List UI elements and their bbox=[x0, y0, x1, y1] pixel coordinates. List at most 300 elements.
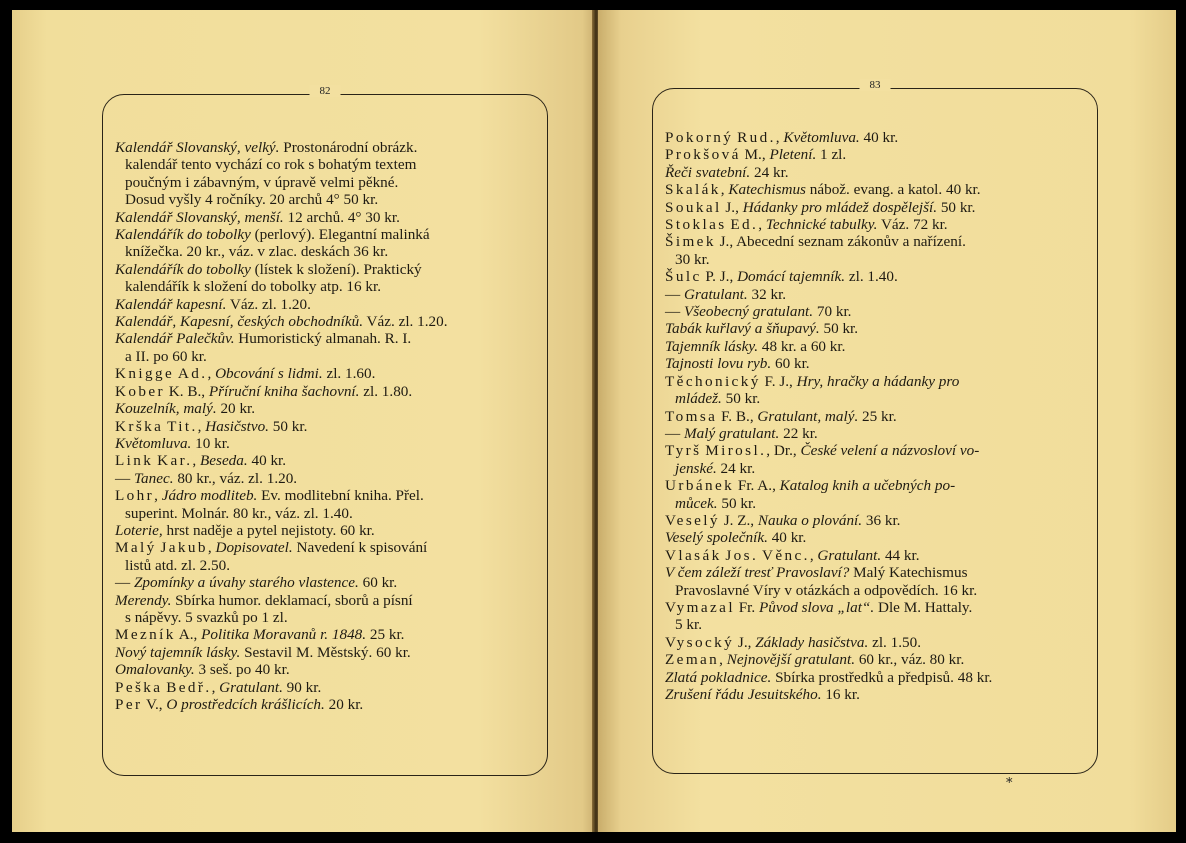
entry-author: Tit. bbox=[167, 417, 198, 435]
entry-text: kalendářík k složení do tobolky atp. 16 kr. bbox=[125, 278, 382, 296]
catalog-entry bbox=[115, 139, 537, 209]
entry-author: Stoklas bbox=[665, 216, 727, 234]
entry-text: 22 kr. bbox=[779, 424, 818, 442]
entry-line bbox=[115, 156, 537, 173]
entry-author: Mezník bbox=[115, 626, 176, 644]
entry-title: V čem záleží tresť Pravoslaví? bbox=[665, 564, 850, 582]
entry-text: , bbox=[758, 216, 766, 234]
entry-line bbox=[115, 470, 537, 487]
entry-text: P. J., bbox=[701, 268, 738, 286]
entry-author: Ed. bbox=[730, 216, 759, 234]
entry-text: 50 kr. bbox=[268, 417, 308, 435]
entry-title: Nauka o plování. bbox=[757, 511, 863, 529]
catalog-entry bbox=[665, 181, 1087, 198]
entry-line bbox=[115, 644, 537, 661]
entry-author: Věnc. bbox=[761, 546, 810, 564]
entry-title: Kalendářík do tobolky bbox=[115, 226, 251, 244]
entry-author: Krška bbox=[115, 417, 164, 435]
entry-title: Obcování s lidmi. bbox=[215, 365, 323, 383]
entry-text: , bbox=[211, 678, 220, 696]
entry-author: Kar. bbox=[157, 452, 193, 470]
entry-text: zl. 1.80. bbox=[359, 382, 413, 400]
entry-text: 60 kr., váz. 80 kr. bbox=[855, 651, 965, 669]
entry-author: Tyrš bbox=[665, 442, 702, 460]
entry-title: Tabák kuřlavý a šňupavý. bbox=[665, 320, 820, 338]
entry-text: Humoristický almanah. R. I. bbox=[234, 330, 412, 348]
catalog-entry bbox=[665, 634, 1087, 651]
catalog-entry bbox=[115, 661, 537, 678]
catalog-entry bbox=[665, 669, 1087, 686]
entry-line bbox=[115, 226, 537, 243]
catalog-entry bbox=[665, 651, 1087, 668]
catalog-entry bbox=[115, 574, 537, 591]
entry-title: Květomluva. bbox=[783, 129, 860, 146]
entry-line bbox=[665, 355, 1087, 372]
entry-author: Šimek bbox=[665, 233, 716, 251]
entry-line bbox=[115, 278, 537, 295]
entry-text: 1 zl. bbox=[816, 146, 847, 164]
footer-mark: * bbox=[1006, 776, 1013, 791]
entry-text: 20 kr. bbox=[324, 696, 364, 713]
entry-text: zl. 1.50. bbox=[868, 633, 922, 651]
entry-line bbox=[665, 390, 1087, 407]
entry-title: Původ slova „lat“. bbox=[759, 598, 875, 616]
left-page-frame bbox=[102, 85, 548, 776]
entry-title: Pletení. bbox=[769, 146, 817, 164]
entry-line bbox=[665, 129, 1087, 146]
entry-title: Gratulant. bbox=[817, 546, 882, 564]
entry-title: Gratulant. bbox=[683, 285, 748, 303]
entry-line bbox=[115, 330, 537, 347]
catalog-entry bbox=[115, 592, 537, 627]
entry-title: Loterie, bbox=[115, 521, 163, 539]
right-page-frame bbox=[652, 79, 1098, 774]
entry-author: Jos. bbox=[725, 546, 759, 564]
entry-text: 60 kr. bbox=[771, 355, 810, 373]
entry-author: Těchonický bbox=[665, 372, 761, 390]
catalog-entry bbox=[665, 303, 1087, 320]
entry-line bbox=[665, 338, 1087, 355]
entry-line bbox=[115, 418, 537, 435]
entry-line bbox=[115, 348, 537, 365]
entry-title: Kalendář, Kapesní, českých obchodníků. bbox=[115, 313, 364, 331]
entry-text: Sbírka prostředků a předpisů. 48 kr. bbox=[771, 668, 993, 686]
entry-text: , bbox=[809, 546, 818, 564]
entry-text: 5 kr. bbox=[675, 616, 703, 634]
entry-line bbox=[665, 181, 1087, 198]
entry-line bbox=[115, 296, 537, 313]
entry-text: A., bbox=[175, 626, 202, 644]
left-entry-list bbox=[115, 139, 537, 713]
entry-author: Zeman bbox=[665, 651, 720, 669]
entry-text: Dle M. Hattaly. bbox=[874, 598, 973, 616]
entry-text: 40 kr. bbox=[859, 129, 899, 146]
entry-text: — bbox=[115, 469, 134, 487]
entry-text: 50 kr. bbox=[721, 390, 761, 408]
entry-author: Mirosl. bbox=[705, 442, 767, 460]
catalog-entry bbox=[665, 599, 1087, 634]
entry-title: Jádro modliteb. bbox=[161, 487, 258, 505]
catalog-entry bbox=[665, 286, 1087, 303]
entry-title: Gratulant, malý. bbox=[757, 407, 859, 425]
catalog-entry bbox=[115, 226, 537, 261]
entry-text: , bbox=[207, 539, 216, 557]
entry-line bbox=[665, 564, 1087, 581]
entry-line bbox=[665, 616, 1087, 633]
entry-line bbox=[115, 609, 537, 626]
entry-author: Knigge bbox=[115, 365, 175, 383]
entry-text: , bbox=[719, 651, 727, 669]
entry-text: Fr. A., bbox=[734, 477, 780, 495]
catalog-entry bbox=[665, 338, 1087, 355]
entry-text: , Dr., bbox=[766, 442, 801, 460]
entry-line bbox=[665, 199, 1087, 216]
catalog-entry bbox=[115, 522, 537, 539]
entry-text: Dosud vyšly 4 ročníky. 20 archů 4° 50 kr. bbox=[125, 191, 379, 209]
entry-text: 40 kr. bbox=[767, 529, 807, 547]
entry-text: Váz. zl. 1.20. bbox=[363, 313, 448, 331]
entry-title: Nový tajemník lásky. bbox=[115, 643, 241, 661]
entry-line bbox=[665, 634, 1087, 651]
entry-line bbox=[665, 233, 1087, 250]
entry-author: Rud. bbox=[737, 129, 776, 146]
entry-line bbox=[665, 408, 1087, 425]
entry-title: jenské. bbox=[675, 459, 717, 477]
catalog-entry bbox=[665, 320, 1087, 337]
left-page bbox=[12, 10, 594, 832]
entry-text: V., bbox=[142, 696, 167, 713]
catalog-entry bbox=[115, 696, 537, 713]
entry-text: , bbox=[775, 129, 784, 146]
entry-author: Bedř. bbox=[166, 678, 212, 696]
entry-text: Sbírka humor. deklamací, sborů a písní bbox=[171, 591, 413, 609]
entry-text: Fr. bbox=[734, 598, 759, 616]
entry-author: Prokšová bbox=[665, 146, 741, 164]
entry-title: Základy hasičstva. bbox=[755, 633, 869, 651]
entry-title: Technické tabulky. bbox=[765, 216, 878, 234]
entry-text: , bbox=[197, 417, 206, 435]
entry-title: Zpomínky a úvahy starého vlastence. bbox=[133, 574, 359, 592]
entry-line bbox=[665, 582, 1087, 599]
catalog-entry bbox=[115, 679, 537, 696]
entry-text: Navedení k spisování bbox=[292, 539, 428, 557]
entry-title: Malý gratulant. bbox=[683, 424, 780, 442]
catalog-entry bbox=[115, 626, 537, 643]
catalog-entry bbox=[115, 209, 537, 226]
entry-line bbox=[115, 505, 537, 522]
left-page-number: 82 bbox=[310, 85, 341, 97]
entry-text: J., bbox=[721, 198, 743, 216]
catalog-entry bbox=[115, 365, 537, 382]
entry-text: Prostonárodní obrázk. bbox=[279, 139, 418, 156]
entry-text: Ev. modlitební kniha. Přel. bbox=[257, 487, 424, 505]
entry-line bbox=[115, 487, 537, 504]
catalog-entry bbox=[665, 164, 1087, 181]
catalog-entry bbox=[665, 564, 1087, 599]
entry-line bbox=[665, 529, 1087, 546]
entry-text: 25 kr. bbox=[366, 626, 405, 644]
catalog-entry bbox=[665, 355, 1087, 372]
entry-line bbox=[665, 216, 1087, 233]
entry-text: — bbox=[115, 574, 134, 592]
catalog-entry bbox=[665, 547, 1087, 564]
entry-author: Peška bbox=[115, 678, 163, 696]
entry-line bbox=[115, 452, 537, 469]
entry-author: Lohr bbox=[115, 487, 155, 505]
entry-text: — bbox=[665, 424, 684, 442]
entry-text: Malý Katechismus bbox=[849, 564, 968, 582]
entry-line bbox=[665, 686, 1087, 703]
entry-text: 40 kr. bbox=[247, 452, 287, 470]
entry-title: Kalendář kapesní. bbox=[115, 295, 227, 313]
entry-line bbox=[665, 442, 1087, 459]
entry-line bbox=[115, 139, 537, 156]
right-entry-list bbox=[665, 129, 1087, 703]
entry-text: 10 kr. bbox=[191, 434, 230, 452]
catalog-entry bbox=[665, 442, 1087, 477]
entry-author: Vlasák bbox=[665, 546, 722, 564]
entry-line bbox=[115, 313, 537, 330]
entry-text: 60 kr. bbox=[358, 574, 398, 592]
catalog-entry bbox=[115, 418, 537, 435]
entry-text: superint. Molnár. 80 kr., váz. zl. 1.40. bbox=[125, 504, 353, 522]
entry-title: mládež. bbox=[675, 390, 722, 408]
entry-line bbox=[665, 268, 1087, 285]
entry-author: Per bbox=[115, 696, 143, 713]
entry-text: 90 kr. bbox=[282, 678, 322, 696]
entry-author: Malý bbox=[115, 539, 157, 557]
catalog-entry bbox=[665, 146, 1087, 163]
catalog-entry bbox=[115, 296, 537, 313]
entry-line bbox=[115, 574, 537, 591]
entry-line bbox=[665, 146, 1087, 163]
entry-text: Váz. zl. 1.20. bbox=[226, 295, 311, 313]
entry-line bbox=[115, 174, 537, 191]
entry-text: 50 kr. bbox=[937, 198, 976, 216]
entry-author: Tomsa bbox=[665, 407, 718, 425]
entry-text: 16 kr. bbox=[821, 686, 860, 703]
entry-line bbox=[665, 599, 1087, 616]
entry-line bbox=[665, 164, 1087, 181]
entry-text: Pravoslavné Víry v otázkách a odpovědích. 16 kr. bbox=[675, 581, 978, 599]
catalog-entry bbox=[115, 261, 537, 296]
entry-line bbox=[115, 365, 537, 382]
entry-line bbox=[665, 425, 1087, 442]
entry-text: F. B., bbox=[717, 407, 758, 425]
catalog-entry bbox=[665, 512, 1087, 529]
entry-author: Urbánek bbox=[665, 477, 735, 495]
entry-text: 12 archů. 4° 30 kr. bbox=[283, 208, 400, 226]
entry-title: Zlatá pokladnice. bbox=[665, 668, 772, 686]
entry-text: Sestavil M. Městský. 60 kr. bbox=[240, 643, 411, 661]
catalog-entry bbox=[115, 487, 537, 522]
entry-title: Merendy. bbox=[115, 591, 172, 609]
entry-text: J., bbox=[734, 633, 756, 651]
entry-title: Zrušení řádu Jesuitského. bbox=[665, 686, 822, 703]
entry-text: J. Z., bbox=[719, 511, 758, 529]
entry-text: , bbox=[192, 452, 201, 470]
entry-line bbox=[115, 191, 537, 208]
catalog-entry bbox=[665, 199, 1087, 216]
entry-text: 50 kr. bbox=[819, 320, 859, 338]
entry-title: Květomluva. bbox=[115, 434, 192, 452]
catalog-entry bbox=[665, 373, 1087, 408]
entry-text: 50 kr. bbox=[717, 494, 756, 512]
entry-title: Hasičstvo. bbox=[205, 417, 269, 435]
entry-text: nábož. evang. a katol. 40 kr. bbox=[805, 181, 981, 199]
entry-line bbox=[665, 303, 1087, 320]
entry-title: Hádanky pro mládež dospělejší. bbox=[742, 198, 938, 216]
entry-title: Nejnovější gratulant. bbox=[726, 651, 856, 669]
entry-title: Katechismus bbox=[728, 181, 806, 199]
entry-text: 30 kr. bbox=[675, 250, 710, 268]
entry-author: Vymazal bbox=[665, 598, 735, 616]
entry-text: poučným i zábavným, v úpravě velmi pěkné. bbox=[125, 173, 399, 191]
catalog-entry bbox=[115, 313, 537, 330]
entry-line bbox=[115, 400, 537, 417]
entry-text: , bbox=[154, 487, 162, 505]
entry-text: F. J., bbox=[760, 372, 797, 390]
catalog-entry bbox=[665, 216, 1087, 233]
catalog-entry bbox=[665, 233, 1087, 268]
entry-line bbox=[665, 495, 1087, 512]
catalog-entry bbox=[115, 330, 537, 365]
entry-text: knížečka. 20 kr., váz. v zlac. deskách 36 kr. bbox=[125, 243, 389, 261]
entry-author: Ad. bbox=[177, 365, 208, 383]
catalog-entry bbox=[665, 129, 1087, 146]
entry-title: Kalendář Slovanský, menší. bbox=[115, 208, 284, 226]
entry-line bbox=[115, 696, 537, 713]
catalog-entry bbox=[665, 268, 1087, 285]
entry-line bbox=[115, 539, 537, 556]
entry-author: Pokorný bbox=[665, 129, 734, 146]
entry-text: K. B., bbox=[164, 382, 209, 400]
entry-text: Váz. 72 kr. bbox=[877, 216, 948, 234]
entry-author: Skalák bbox=[665, 181, 721, 199]
entry-line bbox=[665, 460, 1087, 477]
catalog-entry bbox=[665, 408, 1087, 425]
catalog-entry bbox=[115, 452, 537, 469]
entry-title: Kalendář Palečkův. bbox=[115, 330, 235, 348]
entry-line bbox=[115, 243, 537, 260]
entry-line bbox=[115, 522, 537, 539]
entry-line bbox=[665, 669, 1087, 686]
entry-text: , bbox=[720, 181, 729, 199]
entry-line bbox=[665, 320, 1087, 337]
entry-title: Politika Moravanů r. 1848. bbox=[201, 626, 367, 644]
entry-title: Tajemník lásky. bbox=[665, 337, 759, 355]
entry-title: Dopisovatel. bbox=[215, 539, 293, 557]
entry-line bbox=[665, 477, 1087, 494]
entry-text: 24 kr. bbox=[750, 163, 789, 181]
entry-text: M., bbox=[740, 146, 770, 164]
entry-line bbox=[115, 383, 537, 400]
entry-title: Kouzelník, malý. bbox=[115, 400, 217, 418]
entry-text: 3 seš. po 40 kr. bbox=[194, 661, 290, 679]
entry-title: České velení a názvosloví vo- bbox=[800, 442, 980, 460]
entry-author: Link bbox=[115, 452, 154, 470]
entry-text: hrst naděje a pytel nejistoty. 60 kr. bbox=[162, 521, 375, 539]
entry-title: můcek. bbox=[675, 494, 718, 512]
entry-text: zl. 1.60. bbox=[322, 365, 376, 383]
entry-text: J., Abecední seznam zákonův a nařízení. bbox=[715, 233, 966, 251]
entry-title: Kalendářík do tobolky bbox=[115, 260, 251, 278]
entry-line bbox=[115, 626, 537, 643]
entry-author: Veselý bbox=[665, 511, 720, 529]
entry-text: 80 kr., váz. zl. 1.20. bbox=[173, 469, 298, 487]
right-page bbox=[598, 10, 1176, 832]
entry-line bbox=[115, 592, 537, 609]
entry-title: Veselý společník. bbox=[665, 529, 768, 547]
entry-text: 48 kr. a 60 kr. bbox=[758, 337, 846, 355]
entry-title: Kalendář Slovanský, velký. bbox=[115, 139, 280, 156]
entry-text: 44 kr. bbox=[881, 546, 920, 564]
entry-text: — bbox=[665, 285, 684, 303]
entry-text: 25 kr. bbox=[858, 407, 897, 425]
entry-title: Všeobecný gratulant. bbox=[683, 303, 814, 321]
entry-title: Tanec. bbox=[133, 469, 174, 487]
entry-text: 36 kr. bbox=[862, 511, 901, 529]
catalog-entry bbox=[115, 383, 537, 400]
entry-line bbox=[665, 651, 1087, 668]
entry-title: Katalog knih a učebných po- bbox=[779, 477, 956, 495]
entry-title: O prostředcích krášlicích. bbox=[166, 696, 325, 713]
entry-line bbox=[115, 209, 537, 226]
catalog-entry bbox=[115, 400, 537, 417]
entry-text: (lístek k složení). Praktický bbox=[250, 260, 422, 278]
entry-author: Kober bbox=[115, 382, 165, 400]
entry-title: Omalovanky. bbox=[115, 661, 195, 679]
entry-text: kalendář tento vychází co rok s bohatým textem bbox=[125, 156, 417, 174]
entry-author: Jakub bbox=[160, 539, 208, 557]
entry-title: Řeči svatební. bbox=[665, 163, 751, 181]
right-page-number: 83 bbox=[860, 79, 891, 91]
entry-text: a II. po 60 kr. bbox=[125, 347, 207, 365]
entry-author: Soukal bbox=[665, 198, 722, 216]
catalog-entry bbox=[115, 539, 537, 574]
entry-title: Tajnosti lovu ryb. bbox=[665, 355, 772, 373]
entry-line bbox=[115, 261, 537, 278]
entry-line bbox=[115, 435, 537, 452]
entry-text: zl. 1.40. bbox=[845, 268, 898, 286]
entry-text: s nápěvy. 5 svazků po 1 zl. bbox=[125, 608, 288, 626]
entry-text: , bbox=[207, 365, 216, 383]
entry-line bbox=[665, 251, 1087, 268]
entry-text: 20 kr. bbox=[216, 400, 256, 418]
catalog-entry bbox=[115, 470, 537, 487]
entry-text: — bbox=[665, 303, 684, 321]
entry-title: Příruční kniha šachovní. bbox=[208, 382, 360, 400]
entry-text: 32 kr. bbox=[747, 285, 787, 303]
catalog-entry bbox=[115, 435, 537, 452]
entry-line bbox=[665, 547, 1087, 564]
entry-title: Hry, hračky a hádanky pro bbox=[796, 372, 960, 390]
catalog-entry bbox=[665, 686, 1087, 703]
catalog-entry bbox=[665, 425, 1087, 442]
catalog-entry bbox=[665, 529, 1087, 546]
catalog-entry bbox=[665, 477, 1087, 512]
entry-title: Domácí tajemník. bbox=[737, 268, 846, 286]
entry-line bbox=[665, 512, 1087, 529]
entry-text: (perlový). Elegantní malinká bbox=[250, 226, 430, 244]
entry-author: Šulc bbox=[665, 268, 702, 286]
entry-author: Vysocký bbox=[665, 633, 735, 651]
entry-text: listů atd. zl. 2.50. bbox=[125, 556, 231, 574]
entry-title: Beseda. bbox=[200, 452, 248, 470]
entry-text: 24 kr. bbox=[716, 459, 756, 477]
entry-text: 70 kr. bbox=[813, 303, 852, 321]
entry-line bbox=[665, 286, 1087, 303]
